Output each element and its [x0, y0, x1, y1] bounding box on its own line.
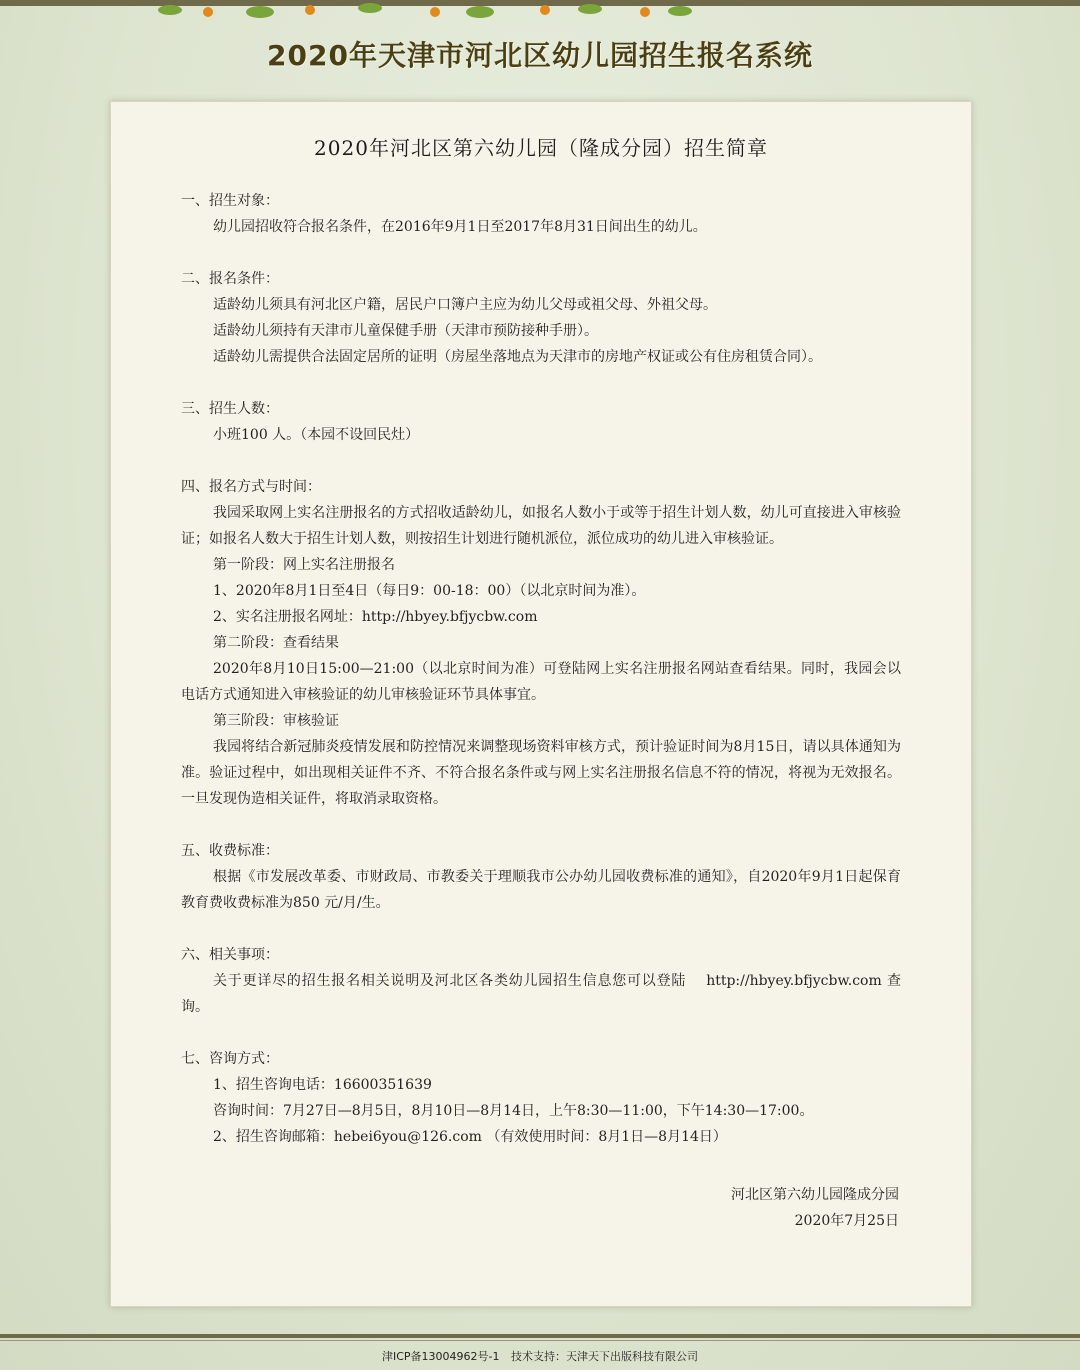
document-title: 2020年河北区第六幼儿园（隆成分园）招生简章 — [314, 136, 768, 160]
contact-email: 2、招生咨询邮箱：hebei6you@126.com （有效使用时间：8月1日—8月14日） — [213, 1129, 727, 1145]
section-heading: 五、收费标准： — [181, 843, 279, 859]
announcement-paper — [110, 101, 972, 1307]
section-line: 适龄幼儿须持有天津市儿童保健手册（天津市预防接种手册）。 — [213, 323, 598, 339]
tech-support-text: 技术支持：天津天下出版科技有限公司 — [511, 1350, 698, 1363]
section-heading: 二、报名条件： — [181, 271, 279, 287]
registration-url-line: 2、实名注册报名网址：http://hbyey.bfjycbw.com — [213, 609, 538, 625]
section-paragraph: 我园采取网上实名注册报名的方式招收适龄幼儿，如报名人数小于或等于招生计划人数，幼儿可直接进入审核验证；如报名人数大于招生计划人数，则按招生计划进行随机派位，派位成功的幼儿进入审核验证。 — [181, 505, 901, 547]
stage-heading: 第三阶段：审核验证 — [213, 713, 339, 729]
section-quota — [181, 396, 901, 448]
contact-phone: 1、招生咨询电话：16600351639 — [213, 1077, 432, 1093]
footer — [0, 1348, 1080, 1364]
section-heading: 一、招生对象： — [181, 193, 279, 209]
footer-divider — [0, 1334, 1080, 1338]
section-paragraph: 2020年8月10日15:00—21:00（以北京时间为准）可登陆网上实名注册报名网站查看结果。同时，我园会以电话方式通知进入审核验证的幼儿审核验证环节具体事宜。 — [181, 661, 901, 703]
stage-heading: 第二阶段：查看结果 — [213, 635, 339, 651]
section-heading: 三、招生人数： — [181, 401, 279, 417]
section-heading: 六、相关事项： — [181, 947, 279, 963]
icp-license-link[interactable]: 津ICP备13004962号-1 — [381, 1350, 500, 1363]
section-related-matters — [181, 942, 901, 1020]
section-contact — [181, 1046, 901, 1150]
section-requirements — [181, 266, 901, 370]
section-paragraph: 我园将结合新冠肺炎疫情发展和防控情况来调整现场资料审核方式，预计验证时间为8月15日，请以具体通知为准。验证过程中，如出现相关证件不齐、不符合报名条件或与网上实名注册报名信息不符的情况，将视为无效报名。一旦发现伪造相关证件，将取消录取资格。 — [181, 739, 901, 807]
section-fees — [181, 838, 901, 916]
section-line: 适龄幼儿须具有河北区户籍，居民户口簿户主应为幼儿父母或祖父母、外祖父母。 — [213, 297, 717, 313]
signature-block — [731, 1182, 899, 1234]
signature-org: 河北区第六幼儿园隆成分园 — [731, 1187, 899, 1203]
footer-divider-thin — [0, 1340, 1080, 1341]
site-title: 2020年天津市河北区幼儿园招生报名系统 — [267, 39, 813, 72]
section-heading: 七、咨询方式： — [181, 1051, 279, 1067]
section-paragraph: 根据《市发展改革委、市财政局、市教委关于理顺我市公办幼儿园收费标准的通知》，自2020年9月1日起保育教育费收费标准为850 元/月/生。 — [181, 869, 901, 911]
section-registration — [181, 474, 901, 812]
signature-date: 2020年7月25日 — [794, 1213, 899, 1229]
section-line: 适龄幼儿需提供合法固定居所的证明（房屋坐落地点为天津市的房地产权证或公有住房租赁合同）。 — [213, 349, 822, 365]
section-line: 幼儿园招收符合报名条件，在2016年9月1日至2017年8月31日间出生的幼儿。 — [213, 219, 707, 235]
document-content — [181, 188, 901, 1176]
section-enrollment-target — [181, 188, 901, 240]
section-heading: 四、报名方式与时间： — [181, 479, 321, 495]
section-line: 小班100 人。（本园不设回民灶） — [213, 427, 420, 443]
floral-decoration — [150, 0, 710, 26]
stage-heading: 第一阶段：网上实名注册报名 — [213, 557, 395, 573]
section-paragraph: 关于更详尽的招生报名相关说明及河北区各类幼儿园招生信息您可以登陆 http://hbyey.bfjycbw.com 查询。 — [181, 973, 901, 1015]
contact-hours: 咨询时间：7月27日—8月5日，8月10日—8月14日，上午8:30—11:00，下午14:30—17:00。 — [213, 1103, 814, 1119]
section-line: 1、2020年8月1日至4日（每日9：00-18：00）（以北京时间为准）。 — [213, 583, 646, 599]
